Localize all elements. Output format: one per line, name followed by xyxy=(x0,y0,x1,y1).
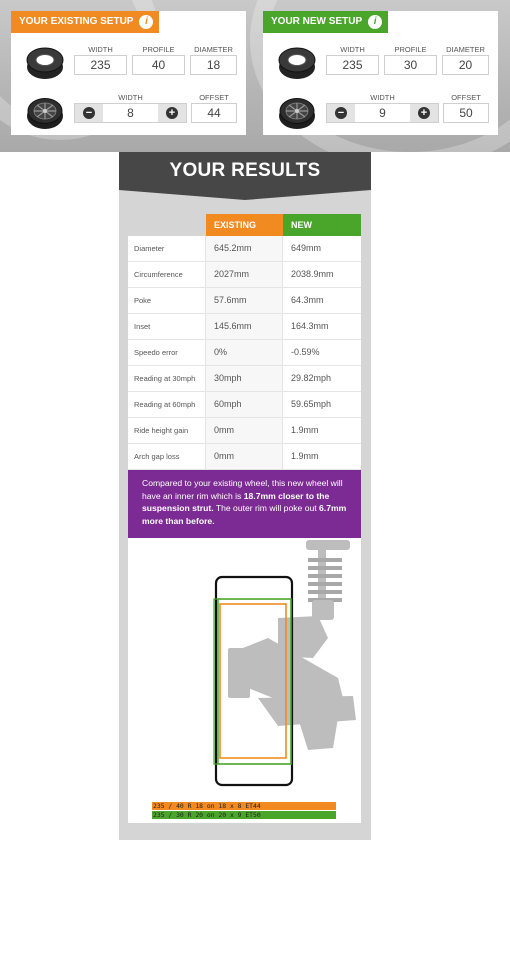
existing-tyre-profile-input[interactable]: 40 xyxy=(132,55,185,75)
existing-wheel-offset-input[interactable]: 44 xyxy=(191,103,237,123)
existing-width-decrease-button[interactable] xyxy=(75,104,103,122)
new-tyre-profile-input[interactable]: 30 xyxy=(384,55,437,75)
summary-text-2: The outer rim will poke out xyxy=(213,503,320,513)
table-row xyxy=(128,366,361,392)
tyre-icon xyxy=(25,45,65,81)
row-existing-value: 645.2mm xyxy=(206,236,283,261)
row-existing-value: 0mm xyxy=(206,418,283,443)
existing-width-increase-button[interactable] xyxy=(158,104,186,122)
row-existing-value: 60mph xyxy=(206,392,283,417)
fitment-diagram xyxy=(128,538,361,823)
existing-wheel-width: WIDTH xyxy=(118,93,143,102)
existing-tyre-diameter-input[interactable]: 18 xyxy=(190,55,237,75)
table-row xyxy=(128,314,361,340)
row-label: Speedo error xyxy=(128,340,206,365)
strut-top-mount xyxy=(306,540,350,550)
results-table xyxy=(128,236,361,470)
existing-tyre-diameter: DIAMETER 18 xyxy=(190,44,237,75)
new-tyre-diameter: DIAMETER 20 xyxy=(442,44,489,75)
table-row xyxy=(128,288,361,314)
row-label: Reading at 30mph xyxy=(128,366,206,391)
plus-icon: + xyxy=(166,107,178,119)
new-wheel-width: WIDTH xyxy=(370,93,395,102)
existing-wheel-offset: OFFSET 44 xyxy=(191,92,237,123)
minus-icon: − xyxy=(83,107,95,119)
row-new-value: 64.3mm xyxy=(291,295,324,305)
info-icon[interactable]: i xyxy=(139,15,153,29)
tyre-icon xyxy=(277,45,317,81)
plus-icon: + xyxy=(418,107,430,119)
minus-icon: − xyxy=(335,107,347,119)
existing-tyre-profile: PROFILE 40 xyxy=(132,44,185,75)
results-title: YOUR RESULTS xyxy=(119,152,371,190)
table-row xyxy=(128,340,361,366)
new-tyre-width: WIDTH 235 xyxy=(326,44,379,75)
row-existing-value: 30mph xyxy=(206,366,283,391)
new-tyre-diameter-input[interactable]: 20 xyxy=(442,55,489,75)
row-label: Ride height gain xyxy=(128,418,206,443)
row-label: Reading at 60mph xyxy=(128,392,206,417)
row-new-value: -0.59% xyxy=(291,347,320,357)
wheel-icon xyxy=(25,95,65,131)
existing-wheel-width-value[interactable]: 8 xyxy=(103,104,158,122)
new-wheel-offset-input[interactable]: 50 xyxy=(443,103,489,123)
lower-mount xyxy=(298,718,338,750)
new-wheel-width-stepper[interactable] xyxy=(326,103,439,123)
row-new-value: 2038.9mm xyxy=(291,269,334,279)
legend-existing: 235 / 40 R 18 on 18 x 8 ET44 xyxy=(152,802,336,810)
row-existing-value: 0% xyxy=(206,340,283,365)
new-wheel-offset: OFFSET 50 xyxy=(443,92,489,123)
info-icon[interactable]: i xyxy=(368,15,382,29)
row-new-value: 29.82mph xyxy=(291,373,332,383)
new-setup-title: YOUR NEW SETUP xyxy=(271,16,363,27)
column-header-existing: EXISTING xyxy=(206,214,283,236)
new-setup-panel xyxy=(263,11,498,135)
legend-new: 235 / 30 R 20 on 20 x 9 ET50 xyxy=(152,811,336,819)
fitment-illustration xyxy=(128,538,361,823)
row-label: Arch gap loss xyxy=(128,444,206,469)
summary-text-1: Compared to your existing wheel, this new wheel will have an inner rim which is xyxy=(142,478,343,501)
new-wheel-width-value[interactable]: 9 xyxy=(355,104,410,122)
table-row xyxy=(128,444,361,470)
row-existing-value: 57.6mm xyxy=(206,288,283,313)
existing-setup-header xyxy=(11,11,159,33)
new-tyre-profile: PROFILE 30 xyxy=(384,44,437,75)
row-new-value: 1.9mm xyxy=(291,425,319,435)
new-tyre-width-input[interactable]: 235 xyxy=(326,55,379,75)
table-row xyxy=(128,418,361,444)
new-width-increase-button[interactable] xyxy=(410,104,438,122)
row-new-value: 649mm xyxy=(291,243,322,253)
new-setup-header xyxy=(263,11,388,33)
hub xyxy=(228,648,250,698)
row-existing-value: 145.6mm xyxy=(206,314,283,339)
row-existing-value: 2027mm xyxy=(206,262,283,287)
column-header-new: NEW xyxy=(283,214,361,236)
summary-inner-rim: 18.7mm closer to the suspension strut. xyxy=(142,490,330,513)
table-row xyxy=(128,392,361,418)
wheel-icon xyxy=(277,95,317,131)
row-new-value: 59.65mph xyxy=(291,399,332,409)
existing-wheel-width-stepper[interactable] xyxy=(74,103,187,123)
new-width-decrease-button[interactable] xyxy=(327,104,355,122)
row-new-value: 1.9mm xyxy=(291,451,319,461)
existing-setup-title: YOUR EXISTING SETUP xyxy=(19,16,134,27)
row-new-value: 164.3mm xyxy=(291,321,329,331)
comparison-summary xyxy=(128,470,361,538)
existing-setup-panel xyxy=(11,11,246,135)
row-existing-value: 0mm xyxy=(206,444,283,469)
table-row xyxy=(128,262,361,288)
row-label: Inset xyxy=(128,314,206,339)
results-title-notch xyxy=(119,190,371,200)
existing-tyre-width-input[interactable]: 235 xyxy=(74,55,127,75)
row-label: Poke xyxy=(128,288,206,313)
table-row xyxy=(128,236,361,262)
summary-poke: 6.7mm more than before. xyxy=(142,503,347,526)
row-label: Circumference xyxy=(128,262,206,287)
row-label: Diameter xyxy=(128,236,206,261)
existing-tyre-width: WIDTH 235 xyxy=(74,44,127,75)
